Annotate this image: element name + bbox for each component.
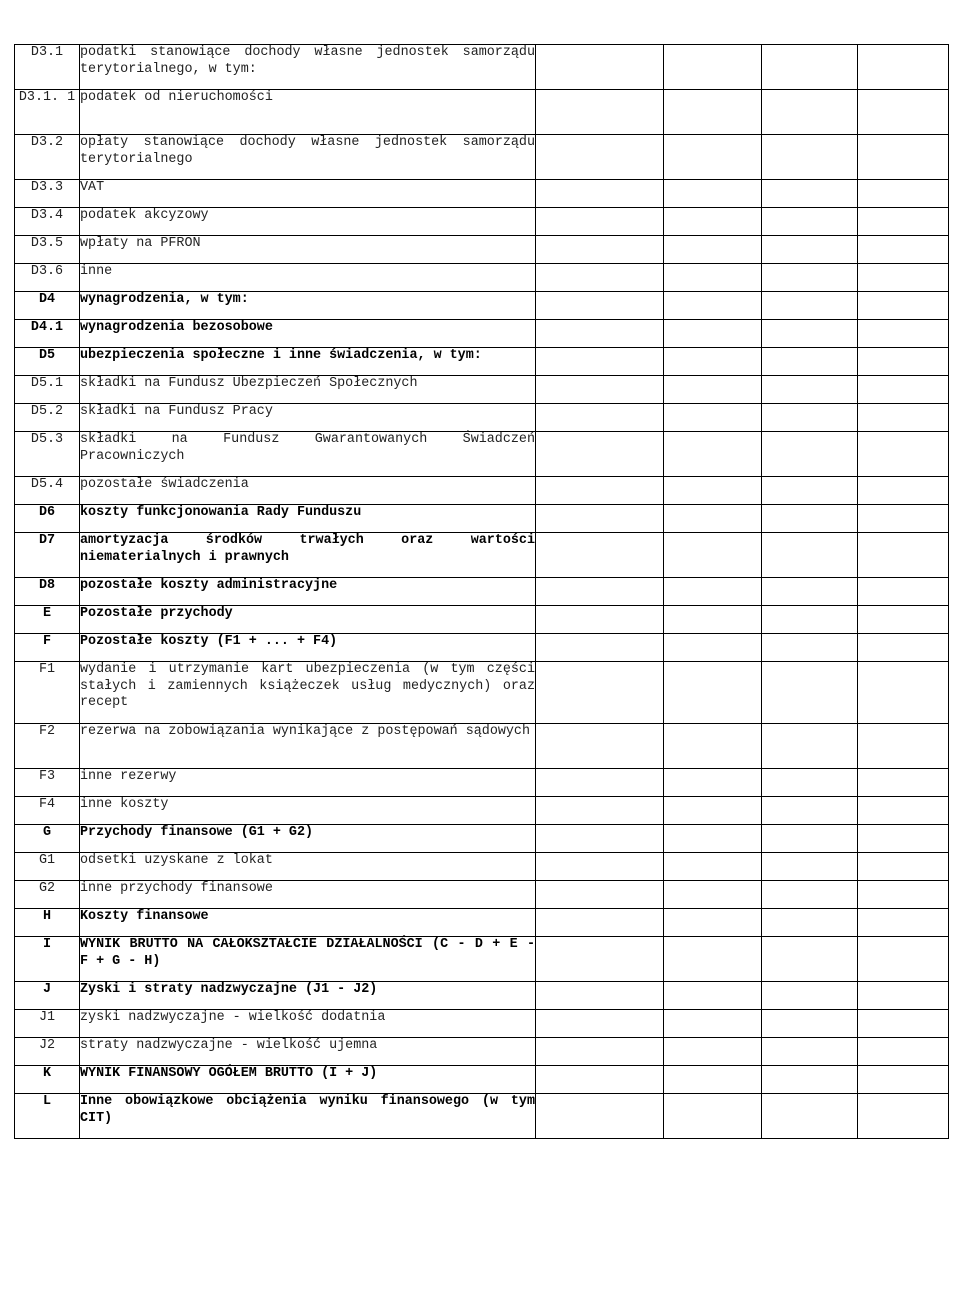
value-cell[interactable]	[536, 320, 664, 348]
row-description: Inne obowiązkowe obciążenia wyniku finansowego (w tym CIT)	[80, 1094, 536, 1139]
value-cell[interactable]	[664, 320, 762, 348]
table-row	[15, 236, 949, 264]
row-description: Zyski i straty nadzwyczajne (J1 - J2)	[80, 982, 536, 1010]
row-description: pozostałe koszty administracyjne	[80, 578, 536, 606]
table-row	[15, 45, 949, 90]
row-code: D5	[15, 348, 80, 376]
value-cell[interactable]	[762, 264, 858, 292]
value-cell[interactable]	[536, 578, 664, 606]
row-description: pozostałe świadczenia	[80, 477, 536, 505]
table-row	[15, 477, 949, 505]
value-cell[interactable]	[762, 208, 858, 236]
value-cell[interactable]	[858, 376, 949, 404]
value-cell[interactable]	[664, 853, 762, 881]
row-description: straty nadzwyczajne - wielkość ujemna	[80, 1038, 536, 1066]
value-cell[interactable]	[762, 236, 858, 264]
value-cell[interactable]	[536, 135, 664, 180]
value-cell[interactable]	[536, 724, 664, 769]
value-cell[interactable]	[762, 1010, 858, 1038]
value-cell[interactable]	[762, 135, 858, 180]
table-row	[15, 1066, 949, 1094]
value-cell[interactable]	[664, 180, 762, 208]
value-cell[interactable]	[536, 1010, 664, 1038]
value-cell[interactable]	[664, 982, 762, 1010]
row-code: K	[15, 1066, 80, 1094]
value-cell[interactable]	[858, 909, 949, 937]
row-description: ubezpieczenia społeczne i inne świadczenia, w tym:	[80, 348, 536, 376]
row-code: D3.3	[15, 180, 80, 208]
value-cell[interactable]	[858, 90, 949, 135]
value-cell[interactable]	[858, 180, 949, 208]
value-cell[interactable]	[762, 634, 858, 662]
row-description: opłaty stanowiące dochody własne jednostek samorządu terytorialnego	[80, 135, 536, 180]
value-cell[interactable]	[536, 45, 664, 90]
row-description: podatki stanowiące dochody własne jednostek samorządu terytorialnego, w tym:	[80, 45, 536, 90]
value-cell[interactable]	[762, 45, 858, 90]
table-row	[15, 1038, 949, 1066]
row-code: F4	[15, 797, 80, 825]
row-code: F2	[15, 724, 80, 769]
table-row	[15, 376, 949, 404]
row-description: inne	[80, 264, 536, 292]
table-row	[15, 135, 949, 180]
value-cell[interactable]	[762, 348, 858, 376]
value-cell[interactable]	[762, 769, 858, 797]
table-row	[15, 881, 949, 909]
table-row	[15, 348, 949, 376]
row-code: L	[15, 1094, 80, 1139]
value-cell[interactable]	[664, 533, 762, 578]
report-table	[14, 44, 949, 1139]
value-cell[interactable]	[858, 505, 949, 533]
table-row	[15, 208, 949, 236]
value-cell[interactable]	[858, 769, 949, 797]
value-cell[interactable]	[536, 348, 664, 376]
row-code: D5.1	[15, 376, 80, 404]
value-cell[interactable]	[664, 404, 762, 432]
row-code: D3.1	[15, 45, 80, 90]
value-cell[interactable]	[664, 937, 762, 982]
row-code: D4	[15, 292, 80, 320]
row-code: F	[15, 634, 80, 662]
row-code: D8	[15, 578, 80, 606]
value-cell[interactable]	[762, 505, 858, 533]
value-cell[interactable]	[536, 769, 664, 797]
row-code: D3.2	[15, 135, 80, 180]
value-cell[interactable]	[664, 292, 762, 320]
value-cell[interactable]	[664, 348, 762, 376]
value-cell[interactable]	[536, 180, 664, 208]
row-description: WYNIK FINANSOWY OGÓŁEM BRUTTO (I + J)	[80, 1066, 536, 1094]
row-code: D5.3	[15, 432, 80, 477]
value-cell[interactable]	[858, 724, 949, 769]
value-cell[interactable]	[664, 606, 762, 634]
value-cell[interactable]	[536, 825, 664, 853]
value-cell[interactable]	[762, 881, 858, 909]
row-description: Koszty finansowe	[80, 909, 536, 937]
value-cell[interactable]	[762, 797, 858, 825]
value-cell[interactable]	[664, 264, 762, 292]
table-row	[15, 90, 949, 135]
value-cell[interactable]	[536, 505, 664, 533]
value-cell[interactable]	[536, 533, 664, 578]
value-cell[interactable]	[664, 825, 762, 853]
row-code: D3.6	[15, 264, 80, 292]
row-code: E	[15, 606, 80, 634]
value-cell[interactable]	[858, 1066, 949, 1094]
row-description: WYNIK BRUTTO NA CAŁOKSZTAŁCIE DZIAŁALNOŚCI (C - D + E - F + G - H)	[80, 937, 536, 982]
value-cell[interactable]	[762, 1038, 858, 1066]
value-cell[interactable]	[536, 1094, 664, 1139]
value-cell[interactable]	[664, 769, 762, 797]
value-cell[interactable]	[762, 937, 858, 982]
value-cell[interactable]	[664, 662, 762, 724]
value-cell[interactable]	[858, 1038, 949, 1066]
table-row	[15, 1010, 949, 1038]
value-cell[interactable]	[858, 634, 949, 662]
row-description: koszty funkcjonowania Rady Funduszu	[80, 505, 536, 533]
table-row	[15, 634, 949, 662]
row-description: VAT	[80, 180, 536, 208]
row-description: wynagrodzenia, w tym:	[80, 292, 536, 320]
row-description: rezerwa na zobowiązania wynikające z postępowań sądowych	[80, 724, 536, 769]
row-code: J	[15, 982, 80, 1010]
value-cell[interactable]	[536, 264, 664, 292]
value-cell[interactable]	[858, 320, 949, 348]
row-code: D3.1. 1	[15, 90, 80, 135]
row-description: podatek od nieruchomości	[80, 90, 536, 135]
table-row	[15, 264, 949, 292]
row-description: podatek akcyzowy	[80, 208, 536, 236]
value-cell[interactable]	[762, 982, 858, 1010]
value-cell[interactable]	[664, 208, 762, 236]
value-cell[interactable]	[858, 292, 949, 320]
value-cell[interactable]	[536, 376, 664, 404]
value-cell[interactable]	[858, 1010, 949, 1038]
value-cell[interactable]	[762, 662, 858, 724]
row-description: wydanie i utrzymanie kart ubezpieczenia (w tym części stałych i zamiennych książeczek usług medycznych) oraz recept	[80, 662, 536, 724]
value-cell[interactable]	[664, 236, 762, 264]
row-code: D7	[15, 533, 80, 578]
row-description: zyski nadzwyczajne - wielkość dodatnia	[80, 1010, 536, 1038]
value-cell[interactable]	[762, 533, 858, 578]
value-cell[interactable]	[664, 578, 762, 606]
row-description: Przychody finansowe (G1 + G2)	[80, 825, 536, 853]
value-cell[interactable]	[536, 404, 664, 432]
row-description: inne rezerwy	[80, 769, 536, 797]
value-cell[interactable]	[762, 404, 858, 432]
value-cell[interactable]	[664, 881, 762, 909]
row-code: G	[15, 825, 80, 853]
value-cell[interactable]	[858, 264, 949, 292]
table-row	[15, 432, 949, 477]
value-cell[interactable]	[664, 90, 762, 135]
value-cell[interactable]	[762, 909, 858, 937]
table-row	[15, 606, 949, 634]
value-cell[interactable]	[858, 825, 949, 853]
row-code: F3	[15, 769, 80, 797]
value-cell[interactable]	[858, 533, 949, 578]
row-code: G1	[15, 853, 80, 881]
table-row	[15, 404, 949, 432]
value-cell[interactable]	[536, 432, 664, 477]
table-row	[15, 320, 949, 348]
financial-statement-table	[14, 44, 948, 1139]
row-code: D3.5	[15, 236, 80, 264]
table-row	[15, 180, 949, 208]
value-cell[interactable]	[858, 135, 949, 180]
value-cell[interactable]	[858, 432, 949, 477]
value-cell[interactable]	[762, 90, 858, 135]
value-cell[interactable]	[536, 208, 664, 236]
value-cell[interactable]	[762, 1094, 858, 1139]
table-row	[15, 292, 949, 320]
row-code: F1	[15, 662, 80, 724]
value-cell[interactable]	[762, 578, 858, 606]
row-code: D4.1	[15, 320, 80, 348]
row-description: Pozostałe koszty (F1 + ... + F4)	[80, 634, 536, 662]
value-cell[interactable]	[664, 724, 762, 769]
value-cell[interactable]	[664, 477, 762, 505]
value-cell[interactable]	[536, 937, 664, 982]
value-cell[interactable]	[664, 432, 762, 477]
row-description: składki na Fundusz Ubezpieczeń Społecznych	[80, 376, 536, 404]
value-cell[interactable]	[858, 606, 949, 634]
value-cell[interactable]	[536, 909, 664, 937]
value-cell[interactable]	[762, 853, 858, 881]
value-cell[interactable]	[664, 376, 762, 404]
row-code: J1	[15, 1010, 80, 1038]
value-cell[interactable]	[858, 662, 949, 724]
table-row	[15, 937, 949, 982]
value-cell[interactable]	[664, 1010, 762, 1038]
value-cell[interactable]	[858, 1094, 949, 1139]
value-cell[interactable]	[762, 1066, 858, 1094]
value-cell[interactable]	[536, 662, 664, 724]
row-code: D5.4	[15, 477, 80, 505]
value-cell[interactable]	[762, 724, 858, 769]
row-description: inne koszty	[80, 797, 536, 825]
table-row	[15, 853, 949, 881]
value-cell[interactable]	[664, 797, 762, 825]
value-cell[interactable]	[762, 180, 858, 208]
row-description: inne przychody finansowe	[80, 881, 536, 909]
value-cell[interactable]	[536, 881, 664, 909]
report-table-body	[15, 45, 949, 1139]
value-cell[interactable]	[664, 1094, 762, 1139]
value-cell[interactable]	[536, 477, 664, 505]
value-cell[interactable]	[664, 909, 762, 937]
value-cell[interactable]	[762, 606, 858, 634]
value-cell[interactable]	[664, 1038, 762, 1066]
row-description: Pozostałe przychody	[80, 606, 536, 634]
value-cell[interactable]	[858, 937, 949, 982]
value-cell[interactable]	[858, 404, 949, 432]
value-cell[interactable]	[664, 1066, 762, 1094]
value-cell[interactable]	[536, 797, 664, 825]
value-cell[interactable]	[664, 135, 762, 180]
table-row	[15, 797, 949, 825]
value-cell[interactable]	[664, 505, 762, 533]
value-cell[interactable]	[858, 797, 949, 825]
value-cell[interactable]	[536, 853, 664, 881]
row-description: wpłaty na PFRON	[80, 236, 536, 264]
value-cell[interactable]	[858, 477, 949, 505]
row-code: J2	[15, 1038, 80, 1066]
value-cell[interactable]	[664, 634, 762, 662]
table-row	[15, 662, 949, 724]
table-row	[15, 982, 949, 1010]
value-cell[interactable]	[536, 1066, 664, 1094]
row-description: wynagrodzenia bezosobowe	[80, 320, 536, 348]
row-code: H	[15, 909, 80, 937]
row-code: I	[15, 937, 80, 982]
table-row	[15, 909, 949, 937]
value-cell[interactable]	[858, 45, 949, 90]
value-cell[interactable]	[536, 982, 664, 1010]
value-cell[interactable]	[858, 881, 949, 909]
table-row	[15, 1094, 949, 1139]
value-cell[interactable]	[858, 208, 949, 236]
row-code: G2	[15, 881, 80, 909]
value-cell[interactable]	[762, 825, 858, 853]
value-cell[interactable]	[858, 853, 949, 881]
table-row	[15, 533, 949, 578]
table-row	[15, 769, 949, 797]
value-cell[interactable]	[858, 578, 949, 606]
value-cell[interactable]	[762, 432, 858, 477]
value-cell[interactable]	[536, 292, 664, 320]
row-description: składki na Fundusz Gwarantowanych Świadczeń Pracowniczych	[80, 432, 536, 477]
value-cell[interactable]	[762, 376, 858, 404]
value-cell[interactable]	[536, 634, 664, 662]
value-cell[interactable]	[858, 236, 949, 264]
row-code: D3.4	[15, 208, 80, 236]
table-row	[15, 505, 949, 533]
row-code: D6	[15, 505, 80, 533]
value-cell[interactable]	[762, 320, 858, 348]
value-cell[interactable]	[536, 1038, 664, 1066]
value-cell[interactable]	[858, 982, 949, 1010]
value-cell[interactable]	[762, 292, 858, 320]
value-cell[interactable]	[536, 606, 664, 634]
value-cell[interactable]	[536, 90, 664, 135]
value-cell[interactable]	[762, 477, 858, 505]
row-code: D5.2	[15, 404, 80, 432]
value-cell[interactable]	[536, 236, 664, 264]
table-row	[15, 578, 949, 606]
value-cell[interactable]	[858, 348, 949, 376]
table-row	[15, 825, 949, 853]
value-cell[interactable]	[664, 45, 762, 90]
row-description: składki na Fundusz Pracy	[80, 404, 536, 432]
row-description: odsetki uzyskane z lokat	[80, 853, 536, 881]
table-row	[15, 724, 949, 769]
row-description: amortyzacja środków trwałych oraz wartości niematerialnych i prawnych	[80, 533, 536, 578]
